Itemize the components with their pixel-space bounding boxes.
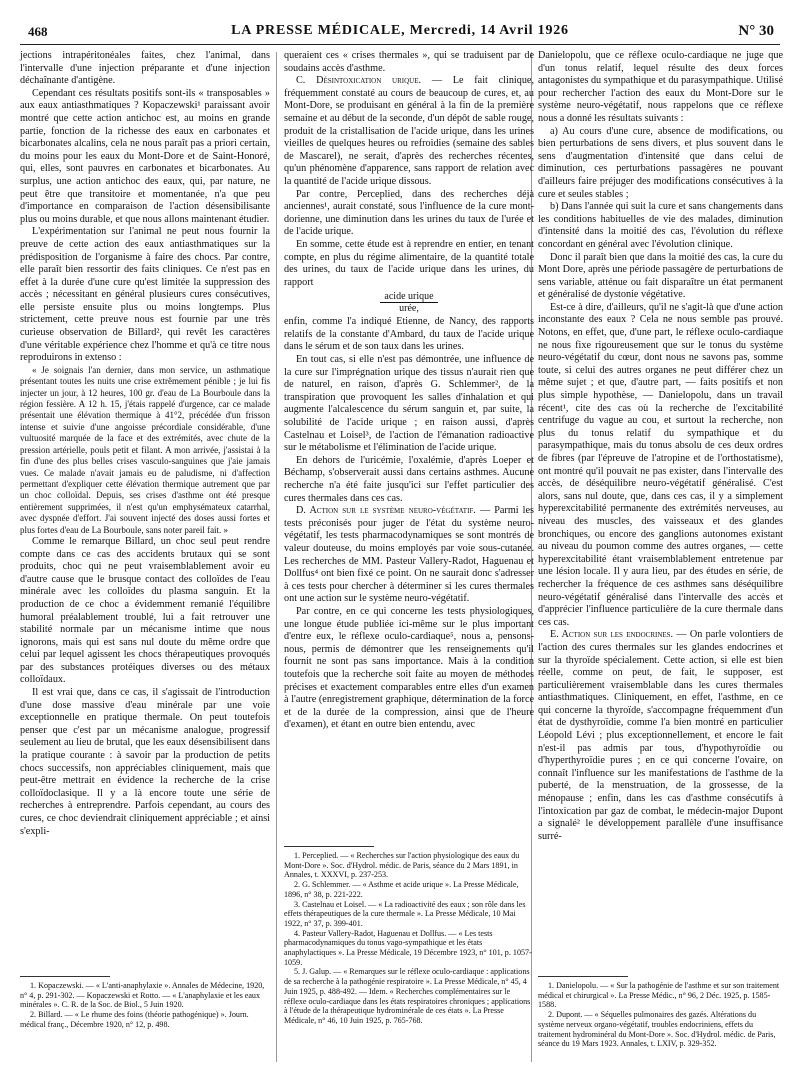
paragraph: En dehors de l'uricémie, l'oxalémie, d'après Loeper et Béchamp, s'observerait aussi dans certains asthmes. Aucune recherche n'a été faite jusqu'ici sur l'effet particulier des cures thermales dans ces cas. [284,454,534,504]
paragraph: queraient ces « crises thermales », qui se traduisent par de soudains accès d'asthme. [284,50,534,74]
footnote: 4. Pasteur Vallery-Radot, Haguenau et Dollfus. — « Les tests pharmacodynamiques du tonus vago-sympathique et les états anaphylactiques ». La Presse Médicale, 19 Décembre 1923, n° 101, p. 1057-1059. [284,928,532,967]
section-heading: D. Action sur le système neuro-végétatif. [296,505,476,517]
footnote-rule [284,846,374,847]
column-2 [284,50,534,732]
column-3 [538,50,783,843]
footnote: 3. Castelnau et Loisel. — « La radioactivité des eaux ; son rôle dans les effets thérapeutiques de la cure thermale ». La Presse Médicale, 10 Mai 1922, n° 37, p. 399-401. [284,899,526,928]
ratio-numerator: acide urique [380,291,437,303]
footnote-rule [538,976,628,977]
paragraph: Danielopolu, que ce réflexe oculo-cardiaque ne juge que d'un tonus relatif, lequel résulte des deux forces antagonistes du sympathique et du parasympathique. Utilisé pour rechercher l'action des eaux du Mont-Dore sur le système neuro-végétatif, nous rappelons que ce réflexe nous a donné les résultats suivants : [538,50,783,124]
footnote: 1. Danielopolu. — « Sur la pathogénie de l'asthme et sur son traitement médical et chirurgical ». La Presse Médic., n° 96, 2 Déc. 1925, p. 1585-1588. [538,981,780,1010]
ratio-denominator: urée, [399,303,419,315]
footnote: 2. Billard. — « Le rhume des foins (théorie pathogénique) ». Journ. médical franç., Décembre 1920, n° 12, p. 498. [20,1010,249,1029]
block-quote [20,365,270,536]
journal-title: LA PRESSE MÉDICALE, Mercredi, 14 Avril 1926 [231,23,569,38]
footnote-rule [20,976,110,977]
section-body: — Le fait clinique, fréquemment constaté au cours de beaucoup de cures, et, au Mont-Dore, se produisant en général à la fin de la première semaine et au début de la seconde, d'un dépôt de sable rouge, produit de la cristallisation de l'acide urique, dans les urines vieilles de quelques heures ou refroidies (semaine des sables de Mascarel), ne serait, d'après des recherches récentes, qu'un phénomène d'apparence, sans rapport de relation avec la quantité de l'acide urique dissous. [284,75,535,187]
paragraph: b) Dans l'année qui suit la cure et sans changements dans les conditions habituelles de vie des malades, diminution d'intensité dans la moitié des cas, l'évolution du réflexe concordant en général avec l'évolution clinique. [538,201,783,250]
section-heading: C. Désintoxication urique. [296,75,422,87]
footnotes-column-2 [284,838,534,1026]
footnote: 1. Kopaczewski. — « L'anti-anaphylaxie ». Annales de Médecine, 1920, n° 4, p. 291-302. — Kopaczewski et Rotto. — « L'anaphylaxie et les eaux minérales ». C. R. de la Soc. de Biol., 5 Juin 1920. [20,981,265,1010]
page-number: 468 [28,24,48,39]
footnote: 5. J. Galup. — « Remarques sur le réflexe oculo-cardiaque : applications de sa recherche à la pathogénie respiratoire ». La Presse Médicale, n° 45, 4 Juin 1925, p. 488-492. — Idem. « Recherches complémentaires sur le réflexe oculo-cardiaque dans les états respiratoires chroniques ; applications à l'étude de la thérapeutique hydrominérale de ces états ». La Presse Médicale, n° 46, 10 Juin 1925, p. 765-768. [284,967,531,1025]
column-divider [276,52,277,1062]
paragraph: Comme le remarque Billard, un choc seul peut rendre compte dans ce cas des accidents brutaux qui se sont produits, choc qui ne peut vraisemblablement avoir eu d'autre cause que le brusque contact des colloïdes de l'eau minérale avec les colloïdes du plasma sanguin. Et la production de ce choc a évidemment remanié l'équilibre humoral préalablement troublé, lui a fait retrouver une stabilité normale par un mécanisme intime que nous ignorons, mais qui est sans nul doute du même ordre que celui par lequel agissent les chocs thérapeutiques provoqués par des substances protéiques diverses ou des métaux colloïdaux. [20,535,270,686]
paragraph: En somme, cette étude est à reprendre en entier, en tenant compte, en plus du régime alimentaire, de la quantité totale des urines, du taux de l'acide urique dans les urines, du rapport [284,238,534,288]
paragraph: Par contre, en ce qui concerne les tests physiologiques, une longue étude publiée ici-même sur le plus important d'entre eux, le réflexe oculo-cardiaque⁵, nous a, pensons-nous, permis de démontrer que les renseignements qu'il fournit ne sont pas sans importance. Mais à la condition toutefois que la recherche soit faite au moyen de méthodes précises et exactement comparables entre elles d'un examen à l'autre (enregistrement graphique, détermination de la force et de la durée de la compression, ainsi que de l'heure d'examen), et étant en outre bien entendu, avec [284,605,534,731]
section-body: — Parmi les tests préconisés pour juger de l'état du système neuro-végétatif, les tests pharmacodynamiques se sont montrés de valeur douteuse, du moins employés par voie sous-cutanée. Les recherches de MM. Pasteur Vallery-Radot, Haguenau et Dollfus⁴ ont bien fixé ce point. On ne saurait donc s'adresser à ces tests pour chercher à déterminer si les cures thermales ont une action sur le système neuro-végétatif. [284,505,534,605]
paragraph: Est-ce à dire, d'ailleurs, qu'il ne s'agit-là que d'une action inconstante des eaux ? Cela ne nous semble pas prouvé. Notons, en effet, que, d'une part, le réflexe oculo-cardiaque ne nous fixe rigoureusement que sur le tonus du système neuro-végétatif du cœur, dont nous ne savons pas, somme toute, si celui des autres organes ne peut différer chez un même sujet ; et que, d'autre part, — faits positifs et non plus simple hypothèse, — Danielopolu, dans un travail récent¹, cite des cas où la recherche de l'excitabilité centrifuge du vague au cou, et surtout la recherche, non plus du tonus relatif du sympathique et du parasympathique, mais du tonus absolu de ces deux ordres de fibres (par l'épreuve de l'atropine et de l'orthostatisme), ont montré qu'il pouvait ne pas exister, dans l'intervalle des accès, de déséquilibre neuro-végétatif généralisé. C'est alors, sans nul doute, que, dans ces cas, il y a simplement hyperexcitabilité permanente des extrémités nerveuses, au niveau des muscles, des vaisseaux et des glandes bronchiques, ou encore des ganglions autonomes existant au niveau du poumon comme des autres organes, — cette hyperexcitabilité étant vraisemblablement entretenue par une lésion locale. Il y aura lieu, par des études en série, de rechercher la fréquence de ces asthmes sans déséquilibre neuro-végétatif généralisé dans l'intervalle des accès et d'apprécier l'influence particulière de la cure thermale dans ces cas. [538,301,783,628]
paragraph: Donc il paraît bien que dans la moitié des cas, la cure du Mont Dore, après une période passagère de perturbations de sens variable, atténue ou fait disparaître un état permanent et généralisé de dystonie végétative. [538,251,783,301]
column-1 [20,50,270,838]
footnote: 1. Perceplied. — « Recherches sur l'action physiologique des eaux du Mont-Dore ». Soc. d'Hydrol. médic. de Paris, séance du 2 Mars 1891, in Annales, t. XXXVI, p. 237-253. [284,851,520,880]
footnotes-column-3 [538,968,783,1049]
paragraph: enfin, comme l'a indiqué Etienne, de Nancy, des rapports relatifs de la constante d'Ambard, du taux de l'acide urique dans le sérum et de son taux dans les urines. [284,316,534,353]
section-d [284,505,534,606]
footnotes-column-1 [20,968,270,1030]
running-header [20,22,780,45]
section-body: — On parle volontiers de l'action des cures thermales sur les glandes endocrines et sur la thyroïde spécialement. Cette action, si elle est bien réelle, comme on peut, de fait, le supposer, est particulièrement vraisemblable dans les cures thermales antiasthmatiques. Cliniquement, en effet, l'asthme, en ce qui concerne la thyroïde, s'accompagne fréquemment d'un état de dysthyroïdie, comme l'a bien montré en particulier Léopold Lévi ; plus exceptionnellement, et encore le fait n'est-il pas admis par tous, d'hypothyroïdie ou d'hyperthyroïdie pures ; en ce qui concerne l'ovaire, on connaît l'influence sur les manifestations de l'asthme de la puberté, de la menstruation, de la grossesse, de la ménopause ; enfin, dans les cas d'asthme consécutifs à l'intoxication par gaz de combat, le médecin-major Dupont a signalé² le développement parallèle d'une insuffisance surré- [538,629,783,842]
paragraph: Par contre, Perceplied, dans des recherches déjà anciennes¹, aurait constaté, sous l'influence de la cure mont-dorienne, une diminution dans les urines du taux de l'urée et de l'acide urique. [284,188,534,238]
section-heading: E. Action sur les endocrines. [550,629,674,641]
paragraph: a) Au cours d'une cure, absence de modifications, ou bien perturbations de sens divers, et plus souvent dans le sens d'augmentation d'intensité que dans celui de diminution, ces perturbations passagères ne pouvant d'ailleurs faire préjuger des modifications consécutives à la cure et seules stables ; [538,125,783,200]
paragraph: L'expérimentation sur l'animal ne peut nous fournir la preuve de cette action des eaux antiasthmatiques sur la prédisposition de l'organisme à faire des chocs. Par contre, elle paraît bien ressortir des faits cliniques. Ce n'est pas en effet à la durée d'une cure qu'est limitée la suppression des accès ; nécessitant en général plusieurs cures consécutives, elle persiste ensuite plus ou moins longtemps. Plus strictement, cette preuve nous est fournie par une très curieuse observation de Billard², qui revêt les caractères d'une véritable expérience chez l'homme et qu'à ce titre nous reproduirons in extenso : [20,226,270,364]
section-c [284,75,534,188]
uric-acid-urea-ratio [284,291,534,314]
issue-number: N° 30 [738,23,774,39]
paragraph: jections intrapéritonéales faites, chez l'animal, dans l'intervalle d'une injection préparante et d'une injection déchaînante d'antigène. [20,50,270,87]
footnote: 2. Dupont. — « Séquelles pulmonaires des gazés. Altérations du système nerveux organo-végétatif, troubles endocriniens, effets du traitement hydrominéral du Mont-Dore ». Soc. d'Hydrol. médic. de Paris, séance du 19 Mars 1923. Annales, t. LXIV, p. 329-352. [538,1010,776,1049]
paragraph: Il est vrai que, dans ce cas, il s'agissait de l'introduction d'une dose massive d'eau minérale par une voie exceptionnelle en pratique thermale. On peut toutefois penser que c'est par un mécanisme analogue, progressif seulement au lieu de brutal, que les eaux désensibilisent dans la pratique courante : à savoir par la production de petits chocs successifs, non appréciables cliniquement, mais que peut-être mettrait en évidence la recherche de la crise colloïdoclasique. Il y a là encore toute une série de recherches à entreprendre. Parfois cependant, au cours des cures, ce choc deviendrait cliniquement appréciable ; et ainsi s'expli- [20,687,270,837]
footnote: 2. G. Schlemmer. — « Asthme et acide urique ». La Presse Médicale, 1896, n° 38, p. 221-222. [284,880,519,899]
quote-text: « Je soignais l'an dernier, dans mon service, un asthmatique présentant toutes les nuits une crise extrêmement pénible ; je lui fis injecter un jour, à 12 heures, 100 gr. d'eau de La Bourboule dans la région fessière. A 12 h. 15, j'étais rappelé d'urgence, car ce malade présentait une élévation thermique à 41°2, précédée d'un frisson intense et suivie d'une angoisse précordiale considérable, d'une vultuosité marquée de la face et des extrémités, avec chute de la pression artérielle, pouls petit et filant. A mon arrivée, j'assistai à la fin d'une des plus belles crises vasculo-sanguines que j'aie jamais vues. Ce malade n'avait jamais eu de paludisme, ni d'affection permettant d'expliquer cette élévation thermique autrement que par un choc colloïdal. Depuis, ses crises d'asthme ont été presque entièrement supprimées, il n'est qu'un emphysémateux catarrhal, avec dyspnée d'effort. J'ai souvent injecté des doses aussi fortes et plus fortes d'eau de La Bourboule, sans noter pareil fait. » [20,364,270,535]
paragraph: En tout cas, si elle n'est pas démontrée, une influence de la cure sur l'imprégnation urique des tissus n'aurait rien que de naturel, en raison, d'après G. Schlemmer², de la transpiration que provoquent les salles d'inhalation et qui augmente l'alcalescence du sérum sanguin et, par suite, la solubilité de l'acide urique ; en raison aussi, d'après Castelnau et Loisel³, de l'action de l'émanation radioactive sur le métabolisme et l'élimination de l'acide urique. [284,354,534,454]
section-e [538,629,783,843]
paragraph: Cependant ces résultats positifs sont-ils « transposables » aux eaux antiasthmatiques ? Kopaczewski¹ paraissant avoir montré que cette action antichoc est, au moins en grande partie, fonction de la richesse des eaux en carbonates et bicarbonates alcalins, cela ne nous paraît pas a priori certain, du moins pour les eaux du Mont-Dore et de Saint-Honoré, qui, elles, sont pauvres en carbonates et bicarbonates. Au surplus, une action antichoc des eaux, qui, par nature, ne peut être que transitoire et momentanée, n'a que peu d'importance en comparaison de l'action désensibilisante plus ou moins durable, et que nous allons maintenant étudier. [20,87,270,225]
